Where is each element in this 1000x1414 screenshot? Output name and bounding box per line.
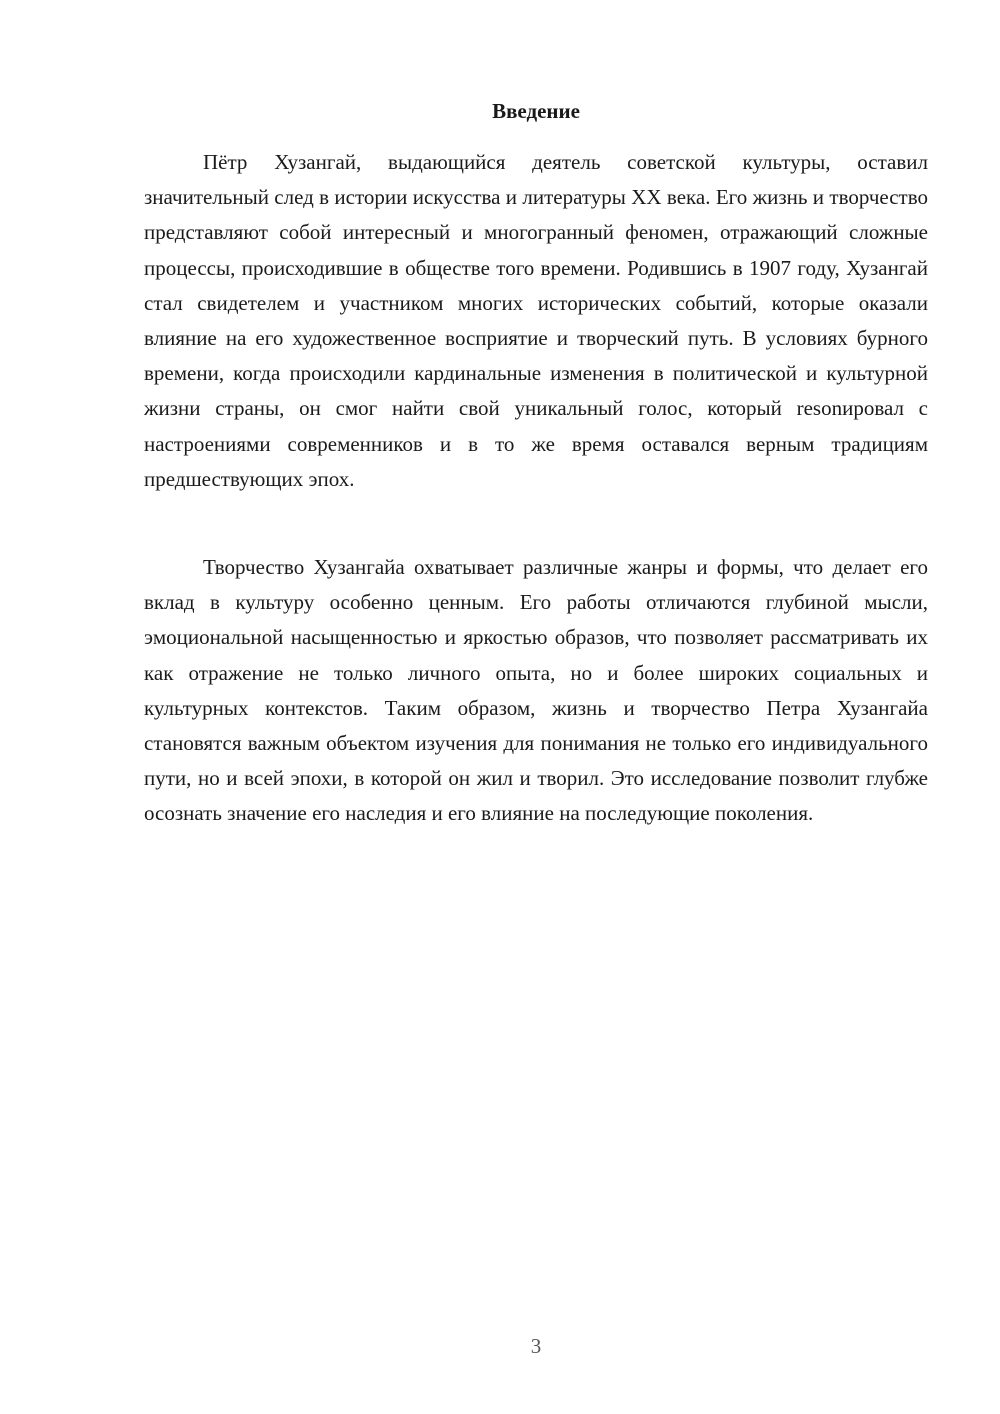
- paragraph-2: Творчество Хузангайа охватывает различные жанры и формы, что делает его вклад в культуру особенно ценным. Его работы отличаются глубиной мысли, эмоциональной насыщенностью и яркостью образов, что позволяет рассматривать их как отражение не только личного опыта, но и более широких социальных и культурных контекстов. Таким образом, жизнь и творчество Петра Хузангайа становятся важным объектом изучения для понимания не только его индивидуального пути, но и всей эпохи, в которой он жил и творил. Это исследование позволит глубже осознать значение его наследия и его влияние на последующие поколения.: [144, 555, 928, 826]
- section-heading: Введение: [492, 99, 580, 123]
- page-number: 3: [530, 1334, 542, 1358]
- paragraph-1: Пётр Хузангай, выдающийся деятель советской культуры, оставил значительный след в истории искусства и литературы XX века. Его жизнь и творчество представляют собой интересный и многогранный феномен, отражающий сложные процессы, происходившие в обществе того времени. Родившись в 1907 году, Хузангай стал свидетелем и участником многих исторических событий, которые оказали влияние на его художественное восприятие и творческий путь. В условиях бурного времени, когда происходили кардинальные изменения в политической и культурной жизни страны, он смог найти свой уникальный голос, который resonировал с настроениями современников и в то же время оставался верным традициям предшествующих эпох.: [144, 150, 928, 491]
